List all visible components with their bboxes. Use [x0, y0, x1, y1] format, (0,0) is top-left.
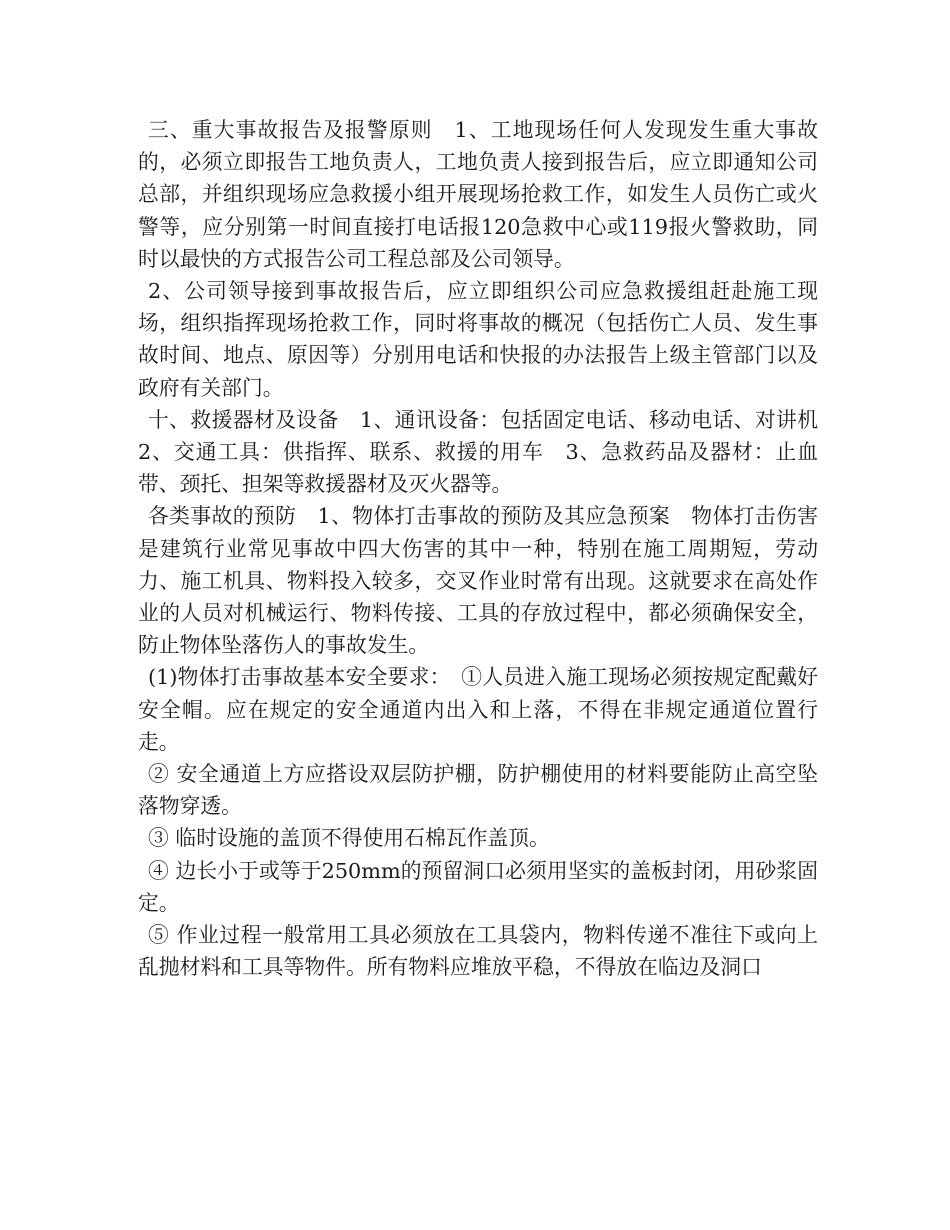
paragraph-accident-report-principles: 三、重大事故报告及报警原则 1、工地现场任何人发现发生重大事故的，必须立即报告工地负责人，工地负责人接到报告后，应立即通知公司总部，并组织现场应急救援小组开展现场抢救工作，如发生人员伤亡或火警等，应分别第一时间直接打电话报120急救中心或119报火警救助，同时以最快的方式报告公司工程总部及公司领导。	[138, 118, 818, 271]
paragraph-rescue-equipment: 十、救援器材及设备 1、通讯设备：包括固定电话、移动电话、对讲机 2、交通工具：供指挥、联系、救援的用车 3、急救药品及器材：止血带、颈托、担架等救援器材及灭火器等。	[138, 407, 839, 497]
paragraph-safety-item-4: ④ 边长小于或等于250mm的预留洞口必须用坚实的盖板封闭，用砂浆固定。	[138, 858, 818, 915]
paragraph-accident-prevention: 各类事故的预防 1、物体打击事故的预防及其应急预案 物体打击伤害是建筑行业常见事故中四大伤害的其中一种，特别在施工周期短，劳动力、施工机具、物料投入较多，交叉作业时常有出现。这就要求在高处作业的人员对机械运行、物料传接、工具的存放过程中，都必须确保安全，防止物体坠落伤人的事故发生。	[138, 504, 818, 658]
paragraph-safety-item-3: ③ 临时设施的盖顶不得使用石棉瓦作盖顶。	[148, 826, 550, 851]
document-page	[138, 114, 839, 983]
paragraph-safety-item-5: ⑤ 作业过程一般常用工具必须放在工具袋内，物料传递不准往下或向上乱抛材料和工具等物件。所有物料应堆放平稳，不得放在临边及洞口	[138, 923, 818, 980]
paragraph-leadership-response: 2、公司领导接到事故报告后，应立即组织公司应急救援组赶赴施工现场，组织指挥现场抢救工作，同时将事故的概况（包括伤亡人员、发生事故时间、地点、原因等）分别用电话和快报的办法报告上级主管部门以及政府有关部门。	[138, 279, 818, 400]
paragraph-safety-item-2: ② 安全通道上方应搭设双层防护棚，防护棚使用的材料要能防止高空坠落物穿透。	[138, 762, 818, 819]
paragraph-basic-safety-requirements: (1)物体打击事故基本安全要求： ①人员进入施工现场必须按规定配戴好安全帽。应在规定的安全通道内出入和上落，不得在非规定通道位置行走。	[138, 665, 818, 754]
